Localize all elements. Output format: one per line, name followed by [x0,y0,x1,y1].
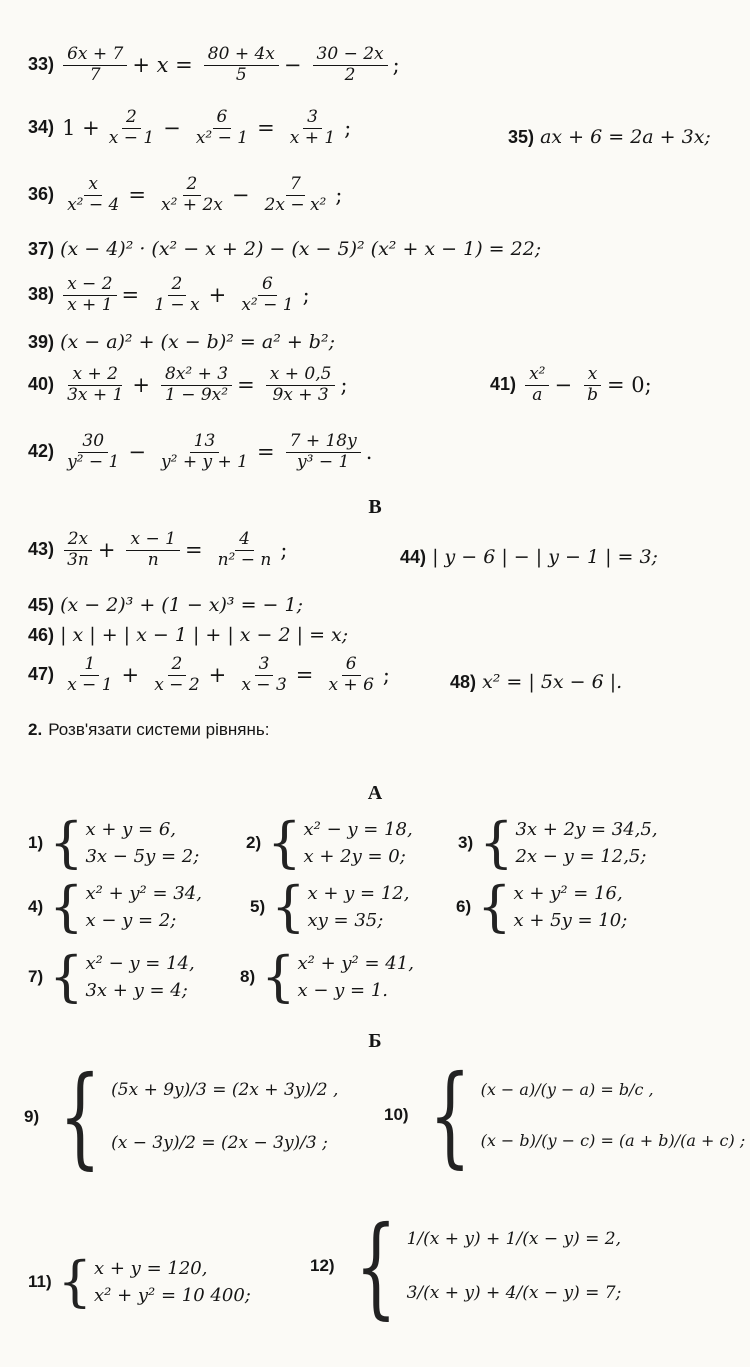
equation-number: 35) [508,127,535,147]
equation-41: 41) $\frac{\text{x²}}{a}$ − $\frac{x}{b}$ = 0; [490,364,652,405]
system-number: 5) [250,897,266,916]
system-number: 6) [456,897,472,916]
system-row: 3x + 2y = 34,5, [515,819,658,840]
equation-number: 38) [28,284,55,305]
system-9: 9) { (5x + 9y)/3 = (2x + 3y)/2 , (x − 3y)/2 = (2x − 3y)/3 ; [24,1052,339,1181]
equation-number: 43) [28,539,55,560]
equation-40: 40) $\frac{x + 2}{3x + 1}$ + $\frac{\text{8x² + 3}}{\text{1 − 9x²}}$ = $\frac{x + 0,5}{9x + 3}$ ; [28,364,348,405]
system-number: 2) [246,833,262,852]
equation-44: 44) | y − 6 | − | y − 1 | = 3; [400,546,658,568]
system-row: xy = 35; [307,910,384,931]
equation-number: 40) [28,374,55,395]
equation-number: 46) [28,625,55,645]
equation-number: 48) [450,672,477,692]
equation-33: 33) $\frac{6x + 7}{7}$ + x = $\frac{80 + 4x}{5}$ − $\frac{30 - 2x}{2}$ ; [28,44,400,85]
equation-47: 47) $\frac{1}{x - 1}$ + $\frac{2}{x - 2}$ + $\frac{3}{x - 3}$ = $\frac{6}{x + 6}$ ; [28,654,390,695]
system-row: x − y = 2; [85,910,177,931]
equation-46: 46) | x | + | x − 1 | + | x − 2 | = x; [28,624,349,646]
system-row: x + y = 12, [307,883,410,904]
system-row: 2x − y = 12,5; [515,846,647,867]
equation-36: 36) $\frac{x}{\text{x² − 4}}$ = $\frac{2}{\text{x² + 2x}}$ − $\frac{7}{\text{2x − x²}}$ ; [28,174,343,215]
equation-number: 39) [28,332,55,352]
system-row: x − y = 1. [297,980,389,1001]
system-number: 7) [28,967,44,986]
task-heading [28,720,269,740]
system-10: 10) { (x − a)/(y − a) = b/c , (x − b)/(y − c) = (a + b)/(a + c) ; [384,1050,746,1179]
system-row: (x − 3y)/2 = (2x − 3y)/3 ; [111,1132,328,1153]
equation-34: 34) 1 + $\frac{2}{x - 1}$ − $\frac{6}{\text{x² − 1}}$ = $\frac{3}{x + 1}$ ; [28,107,352,148]
task-number: 2. [28,720,43,739]
equation-number: 44) [400,547,427,567]
system-row: x + y² = 16, [513,883,623,904]
system-row: x² + y² = 41, [297,953,414,974]
section-header-v: В [368,496,382,518]
equation-number: 34) [28,117,55,138]
equation-number: 42) [28,441,55,462]
equation-37: 37) (x − 4)² · (x² − x + 2) − (x − 5)² (x² + x − 1) = 22; [28,238,542,260]
equation-number: 41) [490,374,517,395]
equation-number: 36) [28,184,55,205]
system-number: 3) [458,833,474,852]
system-row: x + 5y = 10; [513,910,628,931]
system-row: x + 2y = 0; [303,846,406,867]
system-8: 8) { x² + y² = 41, x − y = 1. [240,944,414,1008]
system-number: 9) [24,1106,40,1126]
system-2: 2) { x² − y = 18, x + 2y = 0; [246,810,413,874]
system-number: 4) [28,897,44,916]
section-header-a: А [367,782,383,804]
equation-48: 48) x² = | 5x − 6 |. [450,671,623,693]
equation-38: 38) $\frac{x - 2}{x + 1}$ = $\frac{2}{1 - x}$ + $\frac{6}{\text{x² − 1}}$ ; [28,274,310,315]
system-row: x² + y² = 10 400; [94,1285,251,1306]
system-number: 10) [384,1105,409,1125]
system-row: x + y = 6, [85,819,177,840]
system-number: 11) [28,1272,52,1291]
system-6: 6) { x + y² = 16, x + 5y = 10; [456,874,628,938]
system-row: x + y = 120, [94,1258,208,1279]
equation-number: 47) [28,664,55,685]
system-row: (5x + 9y)/3 = (2x + 3y)/2 , [111,1080,339,1100]
system-row: 1/(x + y) + 1/(x − y) = 2, [406,1229,622,1249]
system-1: 1) { x + y = 6, 3x − 5y = 2; [28,810,200,874]
system-row: x² − y = 18, [303,819,413,840]
equation-number: 37) [28,239,55,259]
system-number: 12) [310,1256,335,1276]
system-row: 3x + y = 4; [85,980,188,1001]
system-number: 8) [240,967,256,986]
system-row: 3/(x + y) + 4/(x − y) = 7; [406,1283,622,1304]
system-3: 3) { 3x + 2y = 34,5, 2x − y = 12,5; [458,810,658,874]
system-row: (x − b)/(y − c) = (a + b)/(a + c) ; [480,1131,746,1151]
system-4: 4) { x² + y² = 34, x − y = 2; [28,874,202,938]
system-row: x² + y² = 34, [85,883,202,904]
equation-43: 43) $\frac{2x}{3n}$ + $\frac{x - 1}{n}$ = $\frac{4}{\text{n² − n}}$ ; [28,529,288,570]
equation-35: 35) ax + 6 = 2a + 3x; [508,126,711,148]
equation-number: 45) [28,595,55,615]
equation-39: 39) (x − a)² + (x − b)² = a² + b²; [28,331,335,353]
system-5: 5) { x + y = 12, xy = 35; [250,874,410,938]
system-row: (x − a)/(y − a) = b/c , [480,1080,654,1099]
section-header-b: Б [368,1030,382,1052]
equation-number: 33) [28,54,55,75]
system-11: 11) { x + y = 120, x² + y² = 10 400; [28,1249,251,1313]
system-row: x² − y = 14, [85,953,195,974]
system-7: 7) { x² − y = 14, 3x + y = 4; [28,944,195,1008]
equation-45: 45) (x − 2)³ + (1 − x)³ = − 1; [28,594,303,616]
task-text: Розв'язати системи рівнянь: [48,720,270,739]
system-number: 1) [28,833,44,852]
system-12: 12) { 1/(x + y) + 1/(x − y) = 2, 3/(x + y) + 4/(x − y) = 7; [310,1201,622,1330]
equation-42: 42) $\frac{30}{\text{y² − 1}}$ − $\frac{13}{\text{y² + y + 1}}$ = $\frac{7 + 18y}{\text{y³ − 1}}$ . [28,431,373,472]
system-row: 3x − 5y = 2; [85,846,200,867]
